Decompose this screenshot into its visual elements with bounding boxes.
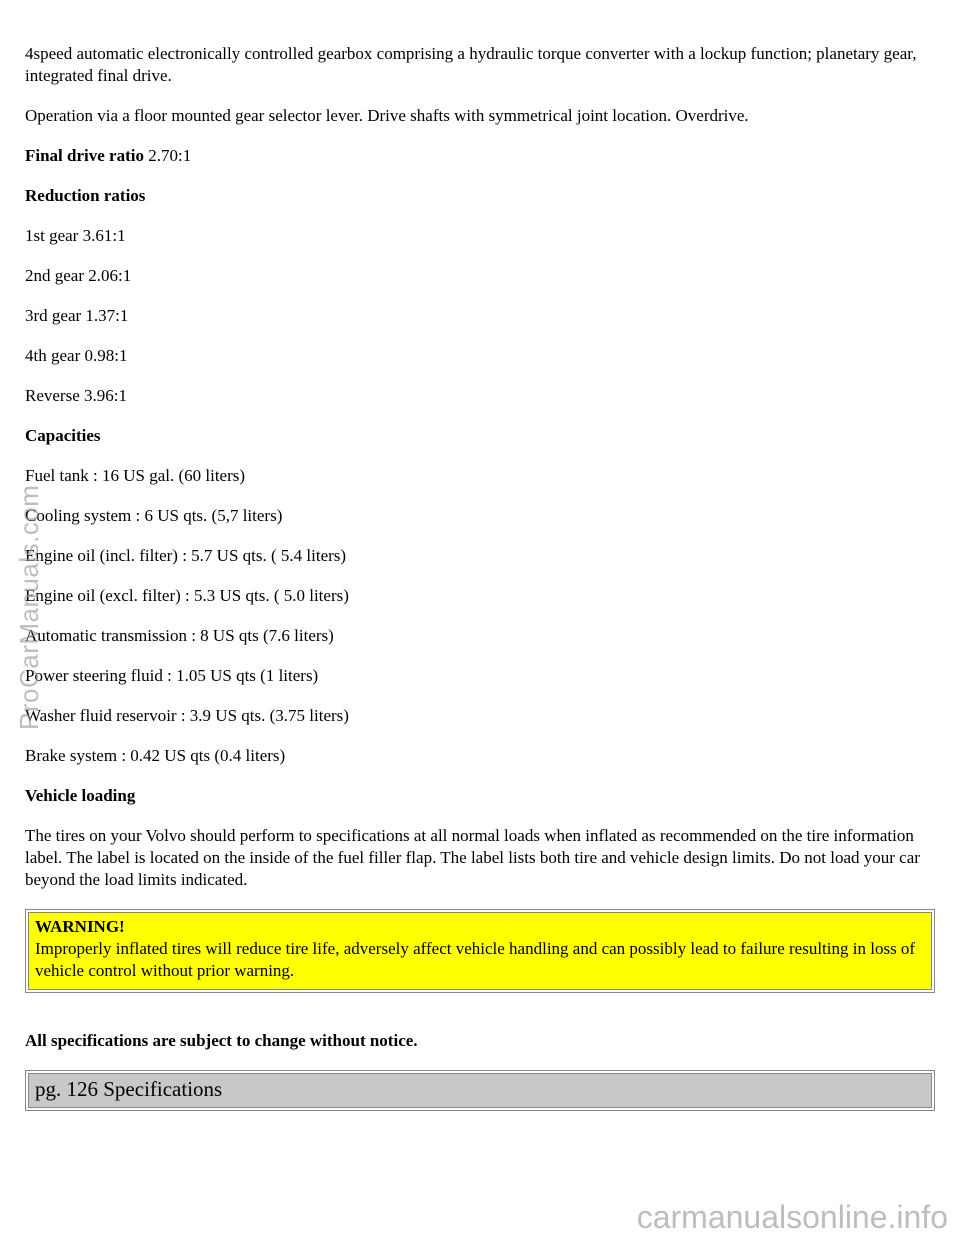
- capacity-item: Fuel tank : 16 US gal. (60 liters): [25, 466, 246, 485]
- reduction-ratios-heading: Reduction ratios: [25, 186, 146, 205]
- reduction-item: 2nd gear 2.06:1: [25, 266, 132, 285]
- capacities-heading: Capacities: [25, 426, 101, 445]
- vehicle-loading-text: The tires on your Volvo should perform to specifications at all normal loads when inflated as recommended on the tire information label. The label is located on the inside of the fuel filler flap. The label lists both tire and vehicle design limits. Do not load your car beyond the load limits indicated.: [25, 826, 920, 889]
- final-drive-value: 2.70:1: [143, 146, 192, 165]
- capacity-item: Washer fluid reservoir : 3.9 US qts. (3.75 liters): [25, 706, 349, 725]
- final-drive-label: Final drive ratio: [25, 146, 144, 165]
- reduction-item: 3rd gear 1.37:1: [25, 306, 129, 325]
- final-drive-ratio: [25, 145, 935, 167]
- vehicle-loading-heading: Vehicle loading: [25, 786, 136, 805]
- intro-paragraph-1: 4speed automatic electronically controlled gearbox comprising a hydraulic torque converter with a lockup function; planetary gear, integrated final drive.: [25, 44, 917, 85]
- bottom-watermark: carmanualsonline.info: [636, 1199, 948, 1235]
- reduction-item: 4th gear 0.98:1: [25, 346, 128, 365]
- capacity-item: Power steering fluid : 1.05 US qts (1 liters): [25, 666, 319, 685]
- warning-box-inner: [28, 912, 932, 990]
- document-body: [25, 43, 935, 1111]
- page-footer-label: pg. 126 Specifications: [28, 1073, 932, 1108]
- warning-title: WARNING!: [35, 917, 125, 936]
- reduction-item: 1st gear 3.61:1: [25, 226, 126, 245]
- capacity-item: Brake system : 0.42 US qts (0.4 liters): [25, 746, 286, 765]
- capacity-item: Engine oil (incl. filter) : 5.7 US qts. ( 5.4 liters): [25, 546, 347, 565]
- intro-paragraph-2: Operation via a floor mounted gear selector lever. Drive shafts with symmetrical joint location. Overdrive.: [25, 106, 749, 125]
- capacity-item: Engine oil (excl. filter) : 5.3 US qts. ( 5.0 liters): [25, 586, 349, 605]
- capacity-item: Automatic transmission : 8 US qts (7.6 liters): [25, 626, 334, 645]
- warning-text: Improperly inflated tires will reduce tire life, adversely affect vehicle handling and can possibly lead to failure resulting in loss of vehicle control without prior warning.: [35, 939, 916, 980]
- page-footer: [25, 1070, 935, 1111]
- capacity-item: Cooling system : 6 US qts. (5,7 liters): [25, 506, 283, 525]
- warning-box: [25, 909, 935, 993]
- side-watermark: ProCarManuals.com: [14, 484, 44, 730]
- change-notice: All specifications are subject to change without notice.: [25, 1031, 418, 1050]
- reduction-item: Reverse 3.96:1: [25, 386, 127, 405]
